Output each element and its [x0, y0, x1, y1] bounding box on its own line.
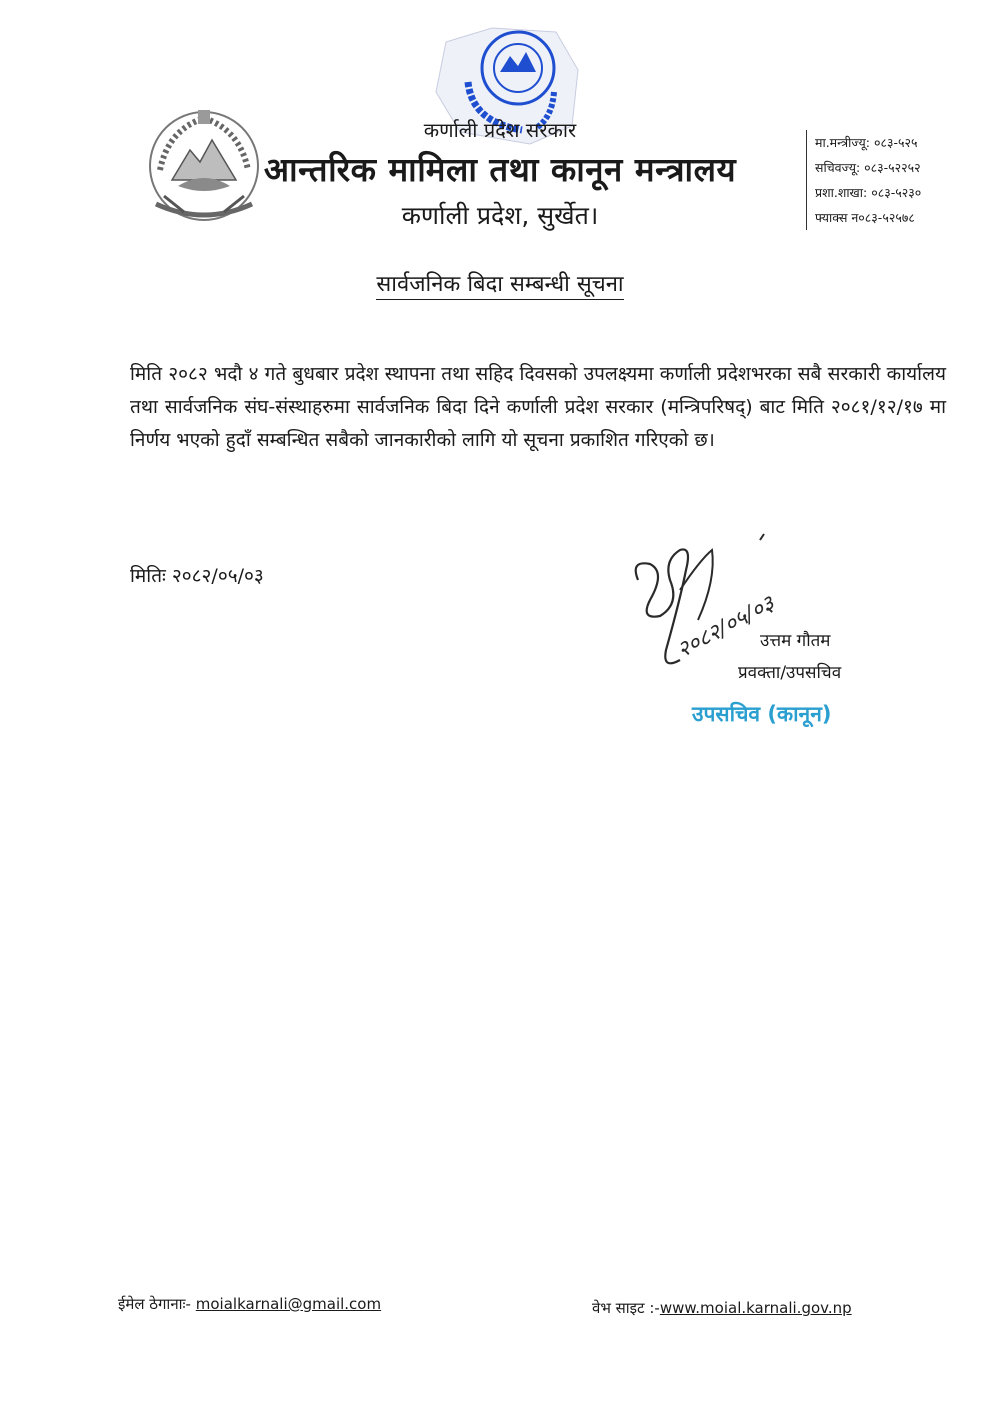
footer-website — [592, 1298, 852, 1318]
email-link[interactable]: moialkarnali@gmail.com — [195, 1295, 382, 1313]
signatory-name: उत्तम गौतम — [760, 631, 831, 651]
handwritten-signature-icon — [620, 520, 860, 680]
designation-stamp: उपसचिव (कानून) — [692, 702, 832, 726]
notice-body: मिति २०८२ भदौ ४ गते बुधबार प्रदेश स्थापना तथा सहिद दिवसको उपलक्ष्यमा कर्णाली प्रदेशभरका सबै सरकारी कार्यालय तथा सार्वजनिक संघ-संस्थाहरुमा सार्वजनिक बिदा दिने कर्णाली प्रदेश सरकार (मन्त्रिपरिषद्) बाट मिति २०८१/१२/१७ मा निर्णय भएको हुदाँ सम्बन्धित सबैको जानकारीको लागि यो सूचना प्रकाशित गरिएको छ। — [130, 363, 946, 451]
government-name: कर्णाली प्रदेश सरकार — [423, 118, 577, 142]
office-location: कर्णाली प्रदेश, सुर्खेत। — [401, 201, 599, 230]
website-link[interactable]: www.moial.karnali.gov.np — [659, 1299, 852, 1317]
contact-fax: फ्याक्स न०८३-५२५७८ — [815, 210, 915, 225]
signatory-designation: प्रवक्ता/उपसचिव — [738, 663, 842, 683]
email-label: ईमेल ठेगानाः- — [118, 1295, 191, 1313]
notice-title — [0, 268, 1000, 298]
contact-secretary: सचिवज्यू: ०८३-५२२५२ — [815, 160, 921, 175]
signature-date: २०८२/०५/०३ — [673, 591, 779, 664]
footer-email — [118, 1294, 381, 1314]
notice-title-text: सार्वजनिक बिदा सम्बन्धी सूचना — [376, 272, 623, 300]
notice-date: मितिः २०८२/०५/०३ — [130, 565, 264, 587]
contact-numbers — [806, 130, 995, 230]
ministry-name: आन्तरिक मामिला तथा कानून मन्त्रालय — [263, 150, 737, 189]
website-label: वेभ साइट :- — [592, 1299, 660, 1317]
contact-admin-section: प्रशा.शाखा: ०८३-५२३० — [815, 185, 922, 200]
contact-minister: मा.मन्त्रीज्यू: ०८३-५२५ — [815, 135, 918, 150]
